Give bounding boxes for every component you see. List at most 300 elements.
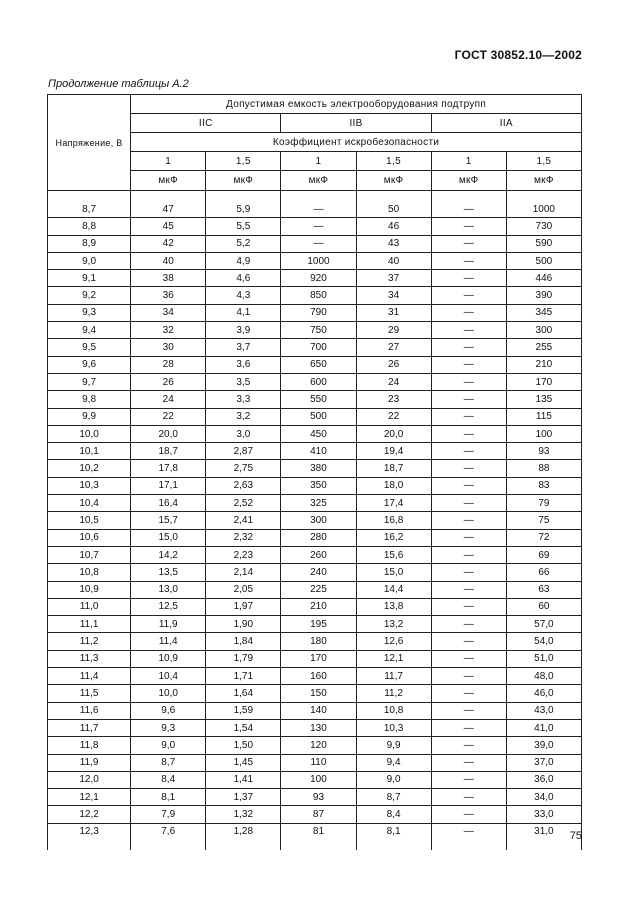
- capacitance-cell: 3,6: [206, 356, 281, 373]
- capacitance-cell: 20,0: [356, 425, 431, 442]
- capacitance-cell: 30: [131, 339, 206, 356]
- capacitance-cell: 57,0: [506, 616, 581, 633]
- capacitance-cell: 3,9: [206, 322, 281, 339]
- group-header-iia: IIA: [431, 114, 581, 133]
- capacitance-cell: 13,2: [356, 616, 431, 633]
- table-row: [48, 823, 582, 840]
- capacitance-cell: —: [431, 789, 506, 806]
- capacitance-cell: 20,0: [131, 425, 206, 442]
- capacitance-cell: —: [431, 512, 506, 529]
- capacitance-cell: 46,0: [506, 685, 581, 702]
- capacitance-cell: 850: [281, 287, 356, 304]
- capacitance-cell: 260: [281, 546, 356, 563]
- group-header-iib: IIB: [281, 114, 431, 133]
- table-row: [48, 287, 582, 304]
- capacitance-cell: 2,14: [206, 564, 281, 581]
- capacitance-cell: 24: [131, 391, 206, 408]
- capacitance-cell: 550: [281, 391, 356, 408]
- voltage-cell: 12,1: [48, 789, 131, 806]
- unit-cell: мкФ: [356, 171, 431, 191]
- capacitance-cell: 10,3: [356, 719, 431, 736]
- capacitance-cell: 18,7: [131, 443, 206, 460]
- capacitance-cell: 300: [281, 512, 356, 529]
- capacitance-cell: 15,0: [131, 529, 206, 546]
- capacitance-cell: 13,5: [131, 564, 206, 581]
- capacitance-cell: 45: [131, 218, 206, 235]
- capacitance-cell: 3,2: [206, 408, 281, 425]
- table-row: [48, 771, 582, 788]
- capacitance-cell: 255: [506, 339, 581, 356]
- capacitance-cell: 2,63: [206, 477, 281, 494]
- unit-cell: мкФ: [506, 171, 581, 191]
- capacitance-cell: 170: [281, 650, 356, 667]
- capacitance-cell: 1,37: [206, 789, 281, 806]
- table-row: [48, 408, 582, 425]
- capacitance-cell: 50: [356, 201, 431, 218]
- voltage-cell: 10,5: [48, 512, 131, 529]
- coef-cell: 1,5: [506, 152, 581, 171]
- capacitance-cell: 93: [281, 789, 356, 806]
- table-row: [48, 252, 582, 269]
- table-row: [48, 235, 582, 252]
- capacitance-cell: 22: [131, 408, 206, 425]
- voltage-header: Напряжение, В: [48, 95, 131, 191]
- capacitance-cell: 100: [281, 771, 356, 788]
- capacitance-cell: —: [431, 771, 506, 788]
- capacitance-cell: 2,52: [206, 495, 281, 512]
- capacitance-cell: 10,8: [356, 702, 431, 719]
- capacitance-cell: —: [431, 754, 506, 771]
- table-row: [48, 512, 582, 529]
- capacitance-cell: 300: [506, 322, 581, 339]
- capacitance-cell: 9,0: [356, 771, 431, 788]
- capacitance-cell: 11,7: [356, 668, 431, 685]
- capacitance-cell: —: [431, 391, 506, 408]
- capacitance-cell: 1,59: [206, 702, 281, 719]
- voltage-cell: 10,2: [48, 460, 131, 477]
- table-row: [48, 685, 582, 702]
- capacitance-cell: 1,64: [206, 685, 281, 702]
- capacitance-cell: 37,0: [506, 754, 581, 771]
- table-row: [48, 322, 582, 339]
- capacitance-cell: 13,8: [356, 598, 431, 615]
- capacitance-cell: 180: [281, 633, 356, 650]
- voltage-cell: 11,7: [48, 719, 131, 736]
- capacitance-cell: —: [431, 425, 506, 442]
- capacitance-cell: 63: [506, 581, 581, 598]
- capacitance-cell: 9,6: [131, 702, 206, 719]
- capacitance-cell: 225: [281, 581, 356, 598]
- capacitance-cell: 75: [506, 512, 581, 529]
- capacitance-cell: 26: [131, 373, 206, 390]
- capacitance-cell: —: [431, 529, 506, 546]
- unit-cell: мкФ: [206, 171, 281, 191]
- capacitance-cell: —: [281, 201, 356, 218]
- capacitance-cell: 7,9: [131, 806, 206, 823]
- capacitance-cell: 83: [506, 477, 581, 494]
- table-row: [48, 806, 582, 823]
- table-row: [48, 201, 582, 218]
- voltage-cell: 9,6: [48, 356, 131, 373]
- table-row: [48, 270, 582, 287]
- capacitance-cell: —: [431, 322, 506, 339]
- table-row: [48, 391, 582, 408]
- capacitance-cell: 1,50: [206, 737, 281, 754]
- table-row: [48, 460, 582, 477]
- capacitance-cell: —: [431, 443, 506, 460]
- capacitance-cell: 2,41: [206, 512, 281, 529]
- voltage-cell: 9,1: [48, 270, 131, 287]
- voltage-cell: 9,0: [48, 252, 131, 269]
- capacitance-cell: 1,54: [206, 719, 281, 736]
- table-row: [48, 737, 582, 754]
- table-row: [48, 477, 582, 494]
- capacitance-cell: 18,7: [356, 460, 431, 477]
- capacitance-cell: 2,05: [206, 581, 281, 598]
- capacitance-cell: 38: [131, 270, 206, 287]
- voltage-cell: 12,0: [48, 771, 131, 788]
- capacitance-cell: 8,4: [356, 806, 431, 823]
- capacitance-cell: 8,1: [356, 823, 431, 840]
- capacitance-cell: 115: [506, 408, 581, 425]
- capacitance-cell: 51,0: [506, 650, 581, 667]
- voltage-cell: 12,2: [48, 806, 131, 823]
- capacitance-cell: —: [431, 373, 506, 390]
- capacitance-cell: —: [431, 702, 506, 719]
- capacitance-cell: 1,90: [206, 616, 281, 633]
- voltage-cell: 10,7: [48, 546, 131, 563]
- capacitance-cell: 26: [356, 356, 431, 373]
- capacitance-cell: 1,41: [206, 771, 281, 788]
- capacitance-cell: —: [431, 252, 506, 269]
- voltage-cell: 12,3: [48, 823, 131, 840]
- capacitance-cell: 41,0: [506, 719, 581, 736]
- capacitance-header: Допустимая емкость электрооборудования подтрупп: [131, 95, 582, 114]
- table-row: [48, 564, 582, 581]
- capacitance-cell: —: [431, 598, 506, 615]
- table-row: [48, 754, 582, 771]
- capacitance-cell: 43: [356, 235, 431, 252]
- capacitance-cell: 700: [281, 339, 356, 356]
- capacitance-cell: 46: [356, 218, 431, 235]
- capacitance-cell: 22: [356, 408, 431, 425]
- capacitance-cell: 10,0: [131, 685, 206, 702]
- capacitance-cell: —: [431, 235, 506, 252]
- capacitance-cell: 450: [281, 425, 356, 442]
- capacitance-cell: —: [431, 633, 506, 650]
- capacitance-cell: 17,4: [356, 495, 431, 512]
- capacitance-cell: 4,6: [206, 270, 281, 287]
- capacitance-cell: 14,2: [131, 546, 206, 563]
- capacitance-cell: 4,1: [206, 304, 281, 321]
- capacitance-cell: 750: [281, 322, 356, 339]
- capacitance-cell: 33,0: [506, 806, 581, 823]
- capacitance-cell: 36: [131, 287, 206, 304]
- capacitance-cell: 19,4: [356, 443, 431, 460]
- capacitance-cell: 120: [281, 737, 356, 754]
- capacitance-cell: —: [431, 201, 506, 218]
- capacitance-table: [47, 94, 582, 850]
- capacitance-cell: 8,7: [356, 789, 431, 806]
- capacitance-cell: 8,7: [131, 754, 206, 771]
- page-number: 75: [569, 830, 582, 842]
- table-row: [48, 616, 582, 633]
- capacitance-cell: 15,6: [356, 546, 431, 563]
- capacitance-cell: 590: [506, 235, 581, 252]
- voltage-cell: 9,2: [48, 287, 131, 304]
- capacitance-cell: 79: [506, 495, 581, 512]
- capacitance-cell: —: [431, 460, 506, 477]
- capacitance-cell: 410: [281, 443, 356, 460]
- capacitance-cell: —: [431, 685, 506, 702]
- capacitance-cell: 210: [506, 356, 581, 373]
- coef-cell: 1: [431, 152, 506, 171]
- capacitance-cell: 88: [506, 460, 581, 477]
- coef-cell: 1: [281, 152, 356, 171]
- capacitance-cell: 1,71: [206, 668, 281, 685]
- voltage-cell: 11,0: [48, 598, 131, 615]
- voltage-cell: 9,4: [48, 322, 131, 339]
- capacitance-cell: 920: [281, 270, 356, 287]
- capacitance-cell: —: [431, 339, 506, 356]
- capacitance-cell: 14,4: [356, 581, 431, 598]
- capacitance-cell: 1000: [281, 252, 356, 269]
- capacitance-cell: 40: [356, 252, 431, 269]
- table-row: [48, 668, 582, 685]
- capacitance-cell: 36,0: [506, 771, 581, 788]
- capacitance-cell: 150: [281, 685, 356, 702]
- capacitance-cell: 3,5: [206, 373, 281, 390]
- capacitance-cell: —: [431, 650, 506, 667]
- voltage-cell: 9,5: [48, 339, 131, 356]
- unit-cell: мкФ: [131, 171, 206, 191]
- table-row: [48, 719, 582, 736]
- capacitance-cell: —: [281, 235, 356, 252]
- capacitance-cell: 1,84: [206, 633, 281, 650]
- capacitance-cell: 72: [506, 529, 581, 546]
- table-row: [48, 633, 582, 650]
- table-tail-row: [48, 840, 582, 850]
- capacitance-cell: 1,32: [206, 806, 281, 823]
- capacitance-cell: —: [431, 668, 506, 685]
- unit-cell: мкФ: [431, 171, 506, 191]
- voltage-cell: 10,0: [48, 425, 131, 442]
- capacitance-cell: 13,0: [131, 581, 206, 598]
- voltage-cell: 11,3: [48, 650, 131, 667]
- capacitance-cell: 15,7: [131, 512, 206, 529]
- standard-number: ГОСТ 30852.10—2002: [454, 48, 582, 62]
- capacitance-cell: —: [431, 616, 506, 633]
- capacitance-cell: 1,28: [206, 823, 281, 840]
- unit-cell: мкФ: [281, 171, 356, 191]
- capacitance-cell: 10,4: [131, 668, 206, 685]
- voltage-cell: 10,9: [48, 581, 131, 598]
- capacitance-cell: 34: [356, 287, 431, 304]
- capacitance-cell: 380: [281, 460, 356, 477]
- capacitance-cell: —: [431, 495, 506, 512]
- capacitance-cell: 195: [281, 616, 356, 633]
- capacitance-cell: 730: [506, 218, 581, 235]
- capacitance-cell: 43,0: [506, 702, 581, 719]
- voltage-cell: 9,9: [48, 408, 131, 425]
- capacitance-cell: 2,23: [206, 546, 281, 563]
- voltage-cell: 11,9: [48, 754, 131, 771]
- capacitance-cell: 446: [506, 270, 581, 287]
- voltage-cell: 10,1: [48, 443, 131, 460]
- capacitance-cell: 16,4: [131, 495, 206, 512]
- capacitance-cell: 8,4: [131, 771, 206, 788]
- capacitance-cell: 34,0: [506, 789, 581, 806]
- capacitance-cell: 9,9: [356, 737, 431, 754]
- voltage-cell: 8,8: [48, 218, 131, 235]
- capacitance-cell: 4,9: [206, 252, 281, 269]
- capacitance-cell: 100: [506, 425, 581, 442]
- capacitance-cell: 3,3: [206, 391, 281, 408]
- capacitance-cell: 4,3: [206, 287, 281, 304]
- capacitance-cell: —: [431, 477, 506, 494]
- capacitance-cell: 16,2: [356, 529, 431, 546]
- table-row: [48, 425, 582, 442]
- voltage-cell: 8,7: [48, 201, 131, 218]
- table-row: [48, 443, 582, 460]
- capacitance-cell: 12,1: [356, 650, 431, 667]
- capacitance-cell: 40: [131, 252, 206, 269]
- capacitance-cell: 31: [356, 304, 431, 321]
- capacitance-cell: 9,3: [131, 719, 206, 736]
- capacitance-cell: 350: [281, 477, 356, 494]
- capacitance-cell: 54,0: [506, 633, 581, 650]
- capacitance-cell: 87: [281, 806, 356, 823]
- capacitance-cell: 27: [356, 339, 431, 356]
- capacitance-cell: 2,75: [206, 460, 281, 477]
- capacitance-cell: 3,7: [206, 339, 281, 356]
- capacitance-cell: 600: [281, 373, 356, 390]
- table-row: [48, 304, 582, 321]
- capacitance-cell: 280: [281, 529, 356, 546]
- capacitance-cell: 1,97: [206, 598, 281, 615]
- capacitance-cell: 34: [131, 304, 206, 321]
- group-header-iic: IIC: [131, 114, 281, 133]
- capacitance-cell: —: [431, 564, 506, 581]
- capacitance-cell: 15,0: [356, 564, 431, 581]
- capacitance-cell: —: [431, 218, 506, 235]
- capacitance-cell: 390: [506, 287, 581, 304]
- capacitance-cell: 47: [131, 201, 206, 218]
- capacitance-cell: 2,32: [206, 529, 281, 546]
- voltage-cell: 10,4: [48, 495, 131, 512]
- voltage-cell: 8,9: [48, 235, 131, 252]
- table-row: [48, 218, 582, 235]
- table-row: [48, 581, 582, 598]
- table-row: [48, 339, 582, 356]
- capacitance-cell: 9,0: [131, 737, 206, 754]
- voltage-cell: 9,8: [48, 391, 131, 408]
- capacitance-cell: 16,8: [356, 512, 431, 529]
- capacitance-cell: 66: [506, 564, 581, 581]
- capacitance-cell: —: [431, 806, 506, 823]
- capacitance-cell: 325: [281, 495, 356, 512]
- capacitance-cell: 1000: [506, 201, 581, 218]
- capacitance-cell: 500: [506, 252, 581, 269]
- capacitance-cell: 790: [281, 304, 356, 321]
- capacitance-cell: 5,5: [206, 218, 281, 235]
- capacitance-cell: 28: [131, 356, 206, 373]
- capacitance-cell: 1,79: [206, 650, 281, 667]
- capacitance-cell: 93: [506, 443, 581, 460]
- capacitance-cell: 11,2: [356, 685, 431, 702]
- capacitance-cell: 140: [281, 702, 356, 719]
- capacitance-cell: 42: [131, 235, 206, 252]
- table-row: [48, 529, 582, 546]
- capacitance-cell: 81: [281, 823, 356, 840]
- capacitance-cell: 5,9: [206, 201, 281, 218]
- voltage-cell: 9,3: [48, 304, 131, 321]
- voltage-cell: 11,2: [48, 633, 131, 650]
- voltage-cell: 11,5: [48, 685, 131, 702]
- capacitance-cell: —: [431, 581, 506, 598]
- voltage-cell: 10,3: [48, 477, 131, 494]
- coef-cell: 1,5: [206, 152, 281, 171]
- capacitance-cell: 130: [281, 719, 356, 736]
- capacitance-cell: 9,4: [356, 754, 431, 771]
- capacitance-cell: 48,0: [506, 668, 581, 685]
- voltage-cell: 11,8: [48, 737, 131, 754]
- capacitance-cell: 31,0: [506, 823, 581, 840]
- capacitance-cell: —: [431, 270, 506, 287]
- capacitance-cell: 69: [506, 546, 581, 563]
- table-row: [48, 702, 582, 719]
- capacitance-cell: 7,6: [131, 823, 206, 840]
- capacitance-cell: 345: [506, 304, 581, 321]
- capacitance-cell: 240: [281, 564, 356, 581]
- capacitance-cell: 17,8: [131, 460, 206, 477]
- capacitance-cell: 23: [356, 391, 431, 408]
- table-caption: Продолжение таблицы А.2: [48, 78, 189, 90]
- coefficient-header: Коэффициент искробезопасности: [131, 133, 582, 152]
- capacitance-cell: —: [431, 546, 506, 563]
- voltage-cell: 11,4: [48, 668, 131, 685]
- capacitance-cell: 12,6: [356, 633, 431, 650]
- capacitance-cell: —: [431, 823, 506, 840]
- table-row: [48, 495, 582, 512]
- capacitance-cell: 135: [506, 391, 581, 408]
- capacitance-cell: 24: [356, 373, 431, 390]
- capacitance-cell: —: [431, 304, 506, 321]
- voltage-cell: 11,6: [48, 702, 131, 719]
- voltage-cell: 10,6: [48, 529, 131, 546]
- voltage-cell: 11,1: [48, 616, 131, 633]
- coef-cell: 1,5: [356, 152, 431, 171]
- capacitance-cell: —: [431, 719, 506, 736]
- capacitance-cell: 18,0: [356, 477, 431, 494]
- capacitance-cell: 11,9: [131, 616, 206, 633]
- capacitance-cell: —: [431, 737, 506, 754]
- capacitance-cell: 32: [131, 322, 206, 339]
- voltage-cell: 9,7: [48, 373, 131, 390]
- capacitance-cell: —: [431, 287, 506, 304]
- capacitance-cell: 11,4: [131, 633, 206, 650]
- capacitance-cell: 110: [281, 754, 356, 771]
- capacitance-cell: 29: [356, 322, 431, 339]
- capacitance-cell: 5,2: [206, 235, 281, 252]
- table-row: [48, 356, 582, 373]
- capacitance-cell: 8,1: [131, 789, 206, 806]
- table-row: [48, 789, 582, 806]
- capacitance-cell: 650: [281, 356, 356, 373]
- coef-cell: 1: [131, 152, 206, 171]
- capacitance-cell: —: [431, 356, 506, 373]
- header-spacer-row: [48, 191, 582, 202]
